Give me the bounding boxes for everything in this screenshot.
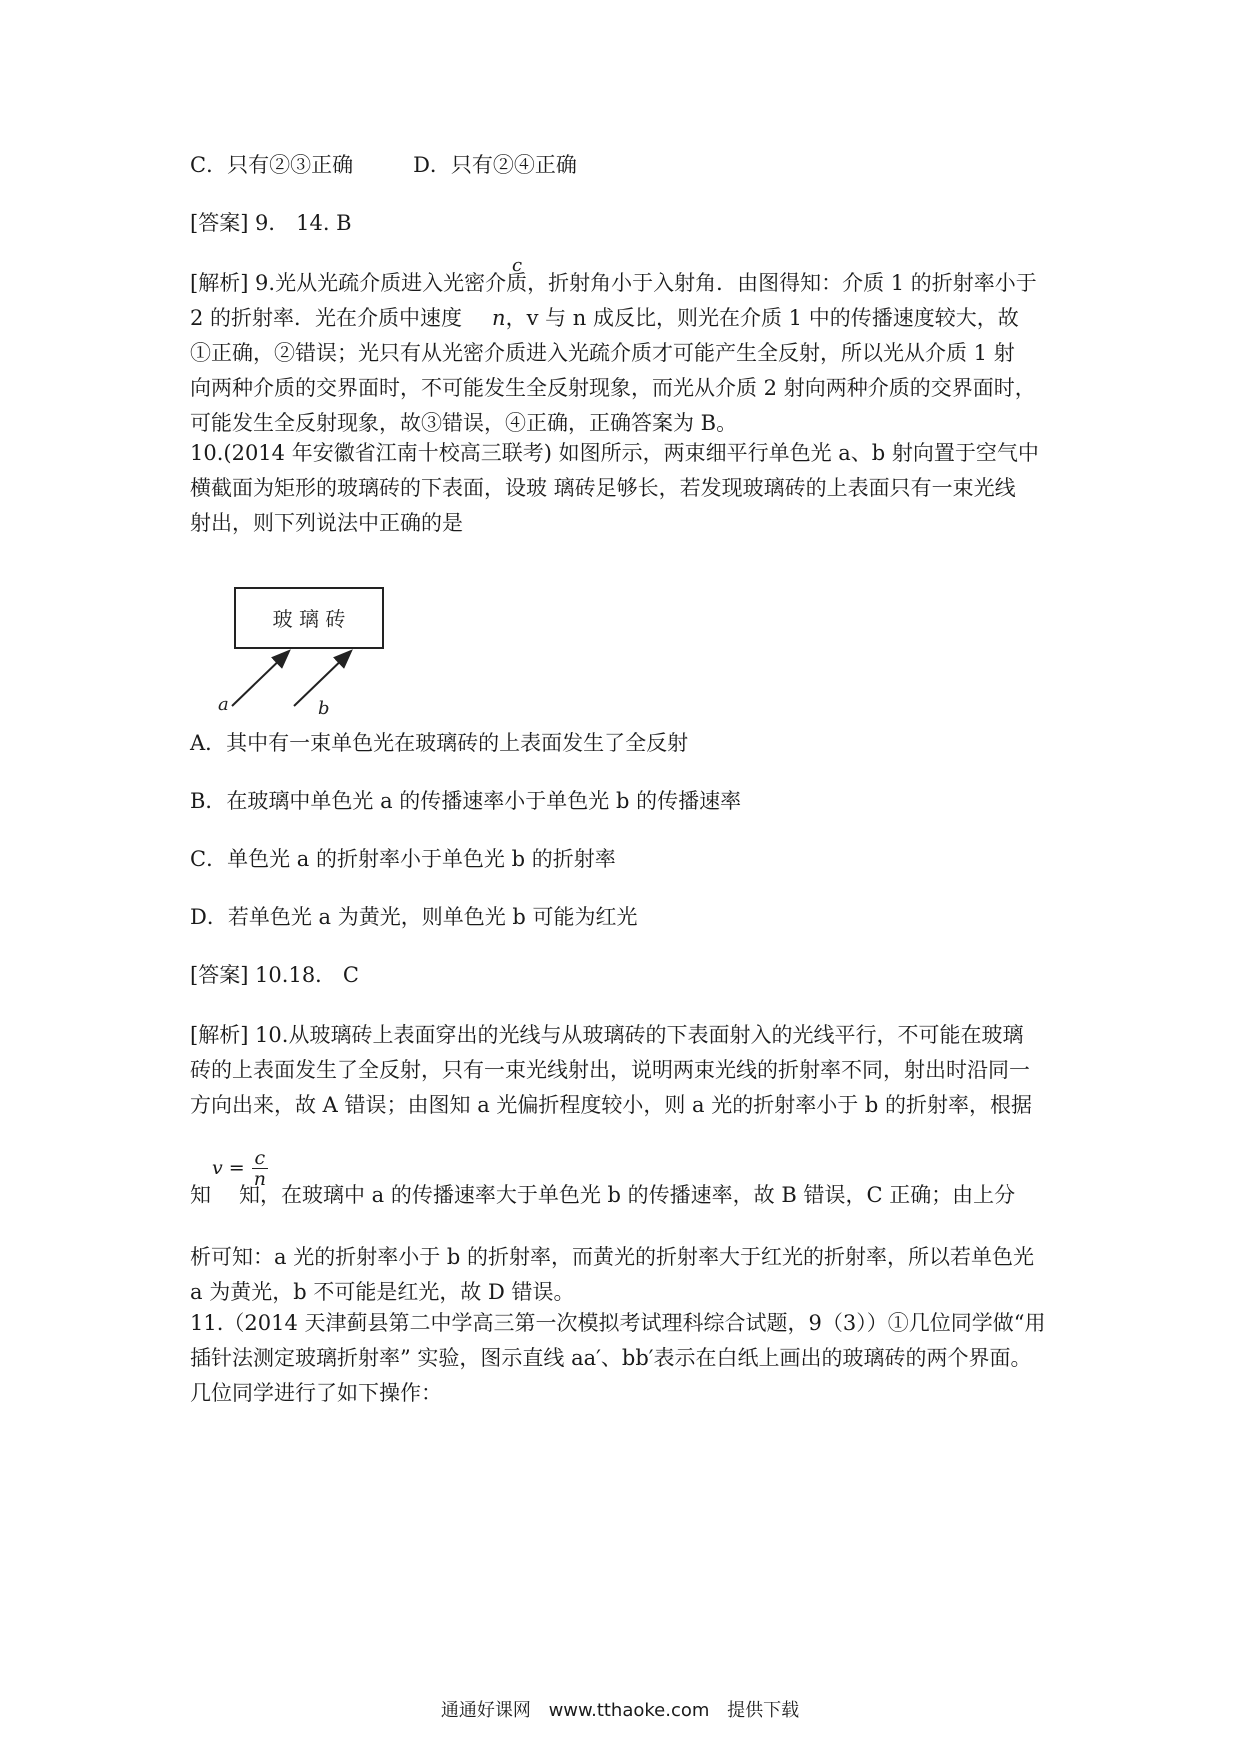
q10-analysis-line-6: a 为黄光，b 不可能是红光，故 D 错误。 (190, 1280, 575, 1304)
q10-option-d: D．若单色光 a 为黄光，则单色光 b 可能为红光 (190, 905, 638, 929)
q10-stem-line-3: 射出，则下列说法中正确的是 (190, 511, 463, 535)
q10-stem (190, 436, 1062, 541)
glass-brick-label: 玻 璃 砖 (272, 607, 346, 631)
glass-brick-diagram (190, 578, 430, 718)
formula-denominator: n (253, 1167, 266, 1190)
q11-stem (190, 1306, 1062, 1411)
q10-analysis-line-5: 析可知：a 光的折射率小于 b 的折射率，而黄光的折射率大于红光的折射率，所以若单色光 (190, 1245, 1034, 1269)
q10-analysis-end (190, 1240, 1062, 1310)
q10-answer: [答案] 10.18． C (190, 963, 359, 987)
q10-stem-line-2: 横截面为矩形的玻璃砖的下表面，设玻 璃砖足够长，若发现玻璃砖的上表面只有一束光线 (190, 476, 1016, 500)
q9-option-d: D．只有②④正确 (413, 153, 577, 177)
q10-analysis-cont (190, 1178, 1062, 1213)
footer-url[interactable]: www.tthaoke.com (548, 1700, 710, 1721)
q11-line-3: 几位同学进行了如下操作： (190, 1381, 442, 1405)
q11-line-2: 插针法测定玻璃折射率” 实验，图示直线 aa′、bb′表示在白纸上画出的玻璃砖的两个界面。 (190, 1346, 1032, 1370)
q9-formula-n: n (492, 306, 506, 330)
q10-stem-line-1: 10.(2014 年安徽省江南十校高三联考) 如图所示，两束细平行单色光 a、b 射向置于空气中 (190, 441, 1039, 465)
formula-numerator: c (252, 1148, 269, 1169)
q9-formula-c: c (512, 255, 523, 276)
q10-analysis-line-2: 砖的上表面发生了全反射，只有一束光线射出，说明两束光线的折射率不同，射出时沿同一 (190, 1058, 1030, 1082)
ray-b-label: b (318, 698, 330, 718)
q9-analysis (190, 255, 1062, 441)
q10-analysis (190, 1018, 1062, 1123)
q10-option-a: A．其中有一束单色光在玻璃砖的上表面发生了全反射 (190, 731, 689, 755)
q9-answer: [答案] 9． 14. B (190, 211, 352, 235)
ray-a-label: a (218, 694, 229, 715)
page-footer (0, 1696, 1240, 1722)
footer-action: 提供下载 (727, 1700, 800, 1721)
q10-analysis-line-3: 方向出来，故 A 错误；由图知 a 光偏折程度较小，则 a 光的折射率小于 b 的折射率，根据 (190, 1093, 1033, 1117)
q10-figure (190, 578, 430, 718)
ray-a-arrow (232, 652, 288, 706)
q11-line-1: 11.（2014 天津蓟县第二中学高三第一次模拟考试理科综合试题，9（3））①几位同学做“用 (190, 1311, 1046, 1335)
q10-analysis-line-1: [解析] 10.从玻璃砖上表面穿出的光线与从玻璃砖的下表面射入的光线平行，不可能在玻璃 (190, 1023, 1024, 1047)
footer-site-name: 通通好课网 (440, 1700, 531, 1721)
q10-option-c: C．单色光 a 的折射率小于单色光 b 的折射率 (190, 847, 616, 871)
q9-analysis-line-1: [解析] 9.光从光疏介质进入光密介质，折射角小于入射角．由图得知：介质 1 的折射率小于 (190, 271, 1037, 295)
q9-analysis-line-2b: ，v 与 n 成反比，则光在介质 1 中的传播速度较大，故 (505, 306, 1019, 330)
q9-options-row (190, 148, 1062, 183)
q10-option-b: B．在玻璃中单色光 a 的传播速率小于单色光 b 的传播速率 (190, 789, 742, 813)
q9-analysis-line-3: ①正确，②错误；光只有从光密介质进入光疏介质才可能产生全反射，所以光从介质 1 射 (190, 341, 1015, 365)
formula-lhs: v = (212, 1157, 245, 1179)
q10-analysis-line-4a: 知 (190, 1183, 211, 1207)
q9-analysis-line-4: 向两种介质的交界面时，不可能发生全反射现象，而光从介质 2 射向两种介质的交界面时， (190, 376, 1036, 400)
q9-analysis-line-2a: 2 的折射率．光在介质中速度 (190, 306, 463, 330)
q9-analysis-line-5: 可能发生全反射现象，故③错误，④正确，正确答案为 B。 (190, 411, 738, 435)
q9-option-c: C．只有②③正确 (190, 153, 354, 177)
q10-analysis-line-4b: 知，在玻璃中 a 的传播速率大于单色光 b 的传播速率，故 B 错误，C 正确；由上分 (239, 1183, 1016, 1207)
